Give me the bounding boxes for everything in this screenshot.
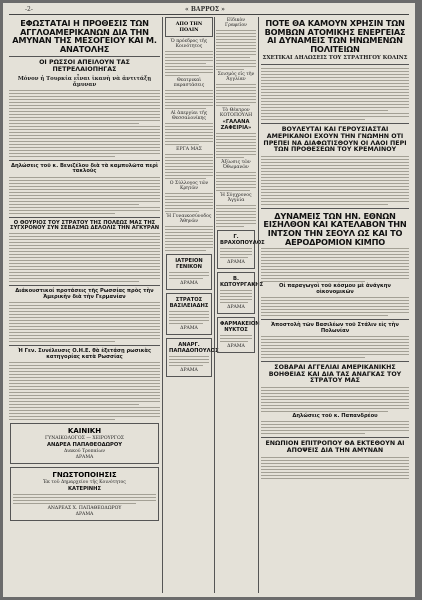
ad-pharmacy-title: ΦΑΡΜΑΚΕΙΟΝ ΝΥΚΤΟΣ	[220, 321, 260, 333]
ad-notice-city: ΔΡΑΜΑ	[75, 512, 94, 518]
ad-clinic-line1: ΓΥΝΑΙΚΟΛΟΓΟΣ — ΧΕΙΡΟΥΡΓΟΣ	[45, 436, 124, 442]
ad-pharmacy-city: ΔΡΑΜΑ	[227, 344, 245, 349]
ad-clinic-title: ΚΑΙΝΙΚΗ	[67, 427, 102, 436]
article-body-6	[261, 68, 409, 120]
ad-pharmacy	[217, 317, 260, 353]
headline-american-aid: ΣΟΒΑΡΑΙ ΑΓΓΕΛΙΑΙ ΑΜΕΡΙΚΑΝΙΚΗΣ ΒΟΗΘΕΙΑΣ ΚΑΙ ΔΙΑ ΤΑΣ ΑΝΑΓΚΑΣ ΤΟΥ ΣΤΡΑΤΟΥ ΜΑΣ	[268, 364, 402, 385]
headline-papandreou: Δηλώσεις τοῦ κ. Παπανδρέου	[292, 412, 378, 419]
news-item-6: Ἡ Γυναικοσύνοδος Ἀθηνῶν	[166, 214, 212, 224]
divider	[261, 319, 409, 320]
ad-medical-city: ΔΡΑΜΑ	[180, 281, 198, 286]
news-item-11: Ἀξίωσις τῶν Ὀθωμανῶν	[221, 160, 251, 170]
article-body-5	[9, 362, 160, 420]
ad-vasileiadis	[166, 293, 212, 335]
column-1	[9, 17, 160, 593]
divider	[9, 217, 160, 218]
city-news-title: ΑΠΟ ΤΗΝ ΠΟΛΙΝ	[175, 21, 203, 33]
column-separator	[214, 17, 215, 593]
divider	[261, 208, 409, 209]
news-item-7: Εἰδικὸν Γραφεῖον	[225, 18, 247, 28]
newspaper-page	[3, 3, 415, 597]
column-separator	[162, 17, 163, 593]
headline-stalin-mission: Ἀποστολὴ τῶν Βασιλέων τοῦ Στάλιν εἰς τὴν Πολωνίαν	[271, 322, 399, 334]
article-body-4	[9, 302, 160, 342]
divider	[261, 437, 409, 438]
article-body-12	[261, 421, 409, 434]
column-separator	[258, 17, 259, 593]
headline-russia-proposals: Διάκουστικοί προτάσεις τῆς Ρωσσίας πρὸς τὴν Ἀμερικὴν διὰ τὴν Γερμανίαν	[15, 288, 154, 300]
subheadline-collins: ΣΧΕΤΙΚΑΙ ΔΗΛΩΣΕΙΣ ΤΟΥ ΣΤΡΑΤΗΓΟΥ ΚΟΛΙΝΣ	[262, 55, 408, 62]
ad-clinic-line2: Διακού Τροπαίων	[63, 449, 106, 455]
news-item-1: Ὁ πρόεδρος τῆς Κοινότητος	[170, 39, 208, 49]
headline-committee-defense: ΕΝΩΠΙΟΝ ΕΠΙΤΡΟΠΟΥ ΘΑ ΕΚΤΕΘΟΥΝ ΑΙ ΑΠΟΨΕΙΣ ΔΙΑ ΤΗΝ ΑΜΥΝΑΝ	[265, 440, 405, 455]
article-body-10	[261, 336, 409, 358]
ad-vrachopoulos-title: Γ. ΒΡΑΧΟΠΟΥΛΟΣ	[220, 234, 265, 246]
headline-atomic-bombs: ΠΟΤΕ ΘΑ ΚΑΜΟΥΝ ΧΡΗΣΙΝ ΤΩΝ ΒΟΜΒΩΝ ΑΤΟΜΙΚΗΣ ΕΝΕΡΓΕΙΑΣ ΑΙ ΔΥΝΑΜΕΙΣ ΤΩΝ ΗΝΩΜΕΝΩΝ ΠΟΛΙΤΕΙΩΝ	[264, 18, 406, 54]
headline-russians-oil: ΟΙ ΡΩΣΣΟΙ ΑΠΕΙΛΟΥΝ ΤΑΣ ΠΕΤΡΕΛΑΙΟΠΗΓΑΣ	[39, 59, 130, 74]
headline-venizelos: Δηλώσεις τοῦ κ. Βενιζέλου διὰ τὰ καμπυλῶτα περὶ τακλοὺς	[11, 162, 158, 175]
divider	[261, 361, 409, 362]
article-body-2	[9, 177, 160, 214]
article-body-11	[261, 387, 409, 412]
column-3	[216, 17, 265, 593]
ad-vasileiadis-city: ΔΡΑΜΑ	[180, 326, 198, 331]
headline-allied-defense: ΕΦΩΣΤΑΤΑΙ Η ΠΡΟΘΕΣΙΣ ΤΩΝ ΑΓΓΛΟΑΜΕΡΙΚΑΝΩΝ ΔΙΑ ΤΗΝ ΑΜΥΝΑΝ ΤΗΣ ΜΕΣΟΓΕΙΟΥ ΚΑΙ Μ. ΑΝΑΤΟΛΗΣ	[12, 18, 157, 54]
ad-koturgakis-city: ΔΡΑΜΑ	[227, 305, 245, 310]
article-body-13	[261, 457, 409, 479]
headline-army-hymn: Ο ΘΟΥΡΙΟΣ ΤΟΥ ΣΤΡΑΤΟΥ ΤΗΣ ΠΟΛΕΩΣ ΜΑΣ ΤΗΣ ΣΥΓΧΡΟΝΟΥ ΣΥΝ ΣΕΒΑΣΜΩ ΔΕΛΟΛΙΣ ΤΗΝ ΑΓΚΥΡΑΝ	[9, 219, 160, 232]
headline-un-assembly: Ἡ Γεν. Συνέλευσις Ο.Η.Ε. θὰ ἐξετάσῃ ρωσικὰς κατηγορίας κατὰ Ρωσσίας	[17, 348, 152, 360]
article-body-1	[9, 90, 160, 157]
header-rule	[9, 14, 409, 15]
news-item-5: Ο Σύλλογος τῶν Κρητῶν	[169, 181, 209, 191]
ad-vrachopoulos-city: ΔΡΑΜΑ	[227, 260, 245, 265]
ad-notice-title: ΓΝΩΣΤΟΠΟΙΗΣΙΣ	[52, 471, 117, 480]
divider	[9, 285, 160, 286]
news-item-8: Σεισμὸς εἰς τὴν Ἀγγλίαν	[217, 72, 255, 82]
divider	[261, 123, 409, 124]
ad-papadopoulos-title: ΑΝΑΡΓ. ΠΑΠΑΔΟΠΟΥΛΟΣ	[169, 342, 219, 354]
headline-seoul: ΔΥΝΑΜΕΙΣ ΤΩΝ ΗΝ. ΕΘΝΩΝ ΕΙΣΗΛΘΟΝ ΚΑΙ ΚΑΤΕΛΑΒΟΝ ΤΗΝ ΙΝΤΣΟΝ ΤΗΝ ΣΕΟΥΛ ΩΣ ΚΑΙ ΤΟ ΑΕΡΟΔΡΟΜΙΟΝ ΚΙΜΠΟ	[263, 210, 407, 247]
ad-vasileiadis-title: ΣΤΡΑΤΟΣ ΒΑΣΙΛΕΙΑΔΗΣ	[169, 297, 209, 309]
news-item-2: Θεατρικαὶ παραστάσεις	[173, 78, 205, 88]
ad-vrachopoulos	[217, 230, 265, 269]
article-body-9	[261, 297, 409, 316]
article-body-7	[261, 156, 409, 205]
ad-clinic-city: ΔΡΑΜΑ	[75, 455, 94, 461]
divider	[261, 64, 409, 65]
page-number: -2-	[25, 6, 33, 13]
news-item-3: Αἱ ἀπεργίαι τῆς Θεσσαλονίκης	[170, 111, 208, 121]
article-body-3	[9, 233, 160, 282]
news-item-10: «ΓΑΛΑΝΑ ΖΑΦΕΙΡΙΑ»	[220, 119, 252, 131]
column-2	[165, 17, 219, 593]
ad-papadopoulos-city: ΔΡΑΜΑ	[180, 368, 198, 373]
ad-koturgakis-title: Β. ΚΩΤΟΥΡΓΑΚΗΣ	[220, 276, 264, 288]
news-item-12: Ἡ Σύγχρονος Ἀγγλία	[220, 193, 252, 203]
divider	[9, 56, 160, 57]
ad-clinic-name: ΑΝΔΡΕΑ ΠΑΠΑΘΕΟΔΩΡΟΥ	[46, 442, 122, 449]
advertisement-notice	[10, 467, 159, 521]
article-body-8	[261, 248, 409, 282]
ad-medical	[166, 254, 212, 290]
ad-medical-title: ΙΑΤΡΕΙΟΝ ΓΕΝΙΚΟΝ	[175, 258, 203, 270]
news-item-4: ΕΡΓΑ ΜΑΣ	[176, 147, 202, 152]
divider	[9, 345, 160, 346]
news-item-9: Τὸ Θέατρον ΚΟΤΟΠΟΥΛΗ	[219, 108, 253, 118]
headline-producers: Οἱ παραγωγοὶ τοῦ κόσμου μὲ ἀνάγκην οἰκονομικῶν	[279, 283, 391, 295]
ad-notice-line2: ΑΝΔΡΕΑΣ Χ. ΠΑΠΑΘΕΟΔΩΡΟΥ	[47, 506, 122, 512]
masthead: « ΒΑΡΡΟΣ »	[185, 6, 225, 13]
subheadline-turkey: Μόνον ἡ Τουρκία εἶναι ἱκανὴ νὰ ἀντιτάξῃ ἄμυναν	[17, 75, 152, 88]
ad-notice-name: ΚΑΤΕΡΙΝΗΣ	[67, 486, 102, 493]
divider	[9, 160, 160, 161]
column-4	[261, 17, 409, 593]
ad-koturgakis	[217, 272, 264, 314]
headline-kremlin: ΒΟΥΛΕΥΤΑΙ ΚΑΙ ΓΕΡΟΥΣΙΑΣΤΑΙ ΑΜΕΡΙΚΑΝΟΙ ΕΧΟΥΝ ΤΗΝ ΓΝΩΜΗΝ ΟΤΙ ΠΡΕΠΕΙ ΝΑ ΔΙΑΦΩΤΙΣΘΟΥΝ ΟΙ ΛΑΟΙ ΠΕΡΙ ΤΩΝ ΠΡΟΘΕΣΕΩΝ ΤΟΥ ΚΡΕΜΛΙΝΟΥ	[263, 126, 407, 154]
ad-notice-line1: Ἐκ τοῦ Δημαρχείου τῆς Κοινότητος	[43, 480, 126, 486]
page-header	[7, 6, 411, 14]
city-news-box	[165, 17, 213, 37]
advertisement-clinic	[10, 423, 159, 464]
ad-papadopoulos	[166, 338, 219, 377]
